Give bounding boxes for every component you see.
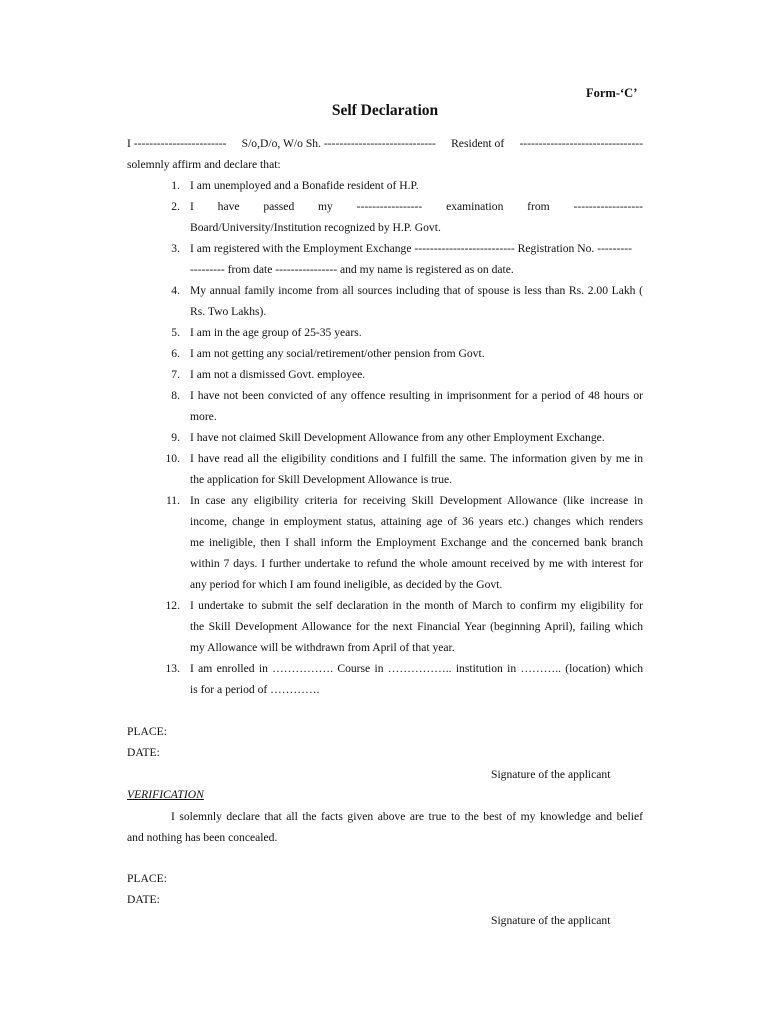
item-number: 3.: [171, 242, 180, 255]
item-number: 11.: [165, 494, 180, 507]
item-line: I am registered with the Employment Exchange -------------------------- Registration No. ---------: [190, 242, 632, 255]
item-line: me ineligible, then I shall inform the Employment Exchange and the concerned bank branch: [190, 536, 643, 549]
intro-relation: S/o,D/o, W/o Sh. -----------------------------: [241, 137, 436, 150]
item-line: I have read all the eligibility conditions and I fulfill the same. The information given by me in: [190, 452, 643, 465]
item-line: I am in the age group of 25-35 years.: [190, 326, 362, 339]
item-number: 5.: [171, 326, 180, 339]
item-line: I undertake to submit the self declaration in the month of March to confirm my eligibility for: [190, 599, 643, 612]
place-label: PLACE:: [127, 725, 167, 738]
item-line: My annual family income from all sources including that of spouse is less than Rs. 2.00 Lakh (: [190, 284, 643, 297]
item-line: Board/University/Institution recognized by H.P. Govt.: [190, 221, 441, 234]
intro-resident-label: Resident of: [451, 137, 505, 150]
item-line: I have not claimed Skill Development Allowance from any other Employment Exchange.: [190, 431, 605, 444]
item-line: my Allowance will be withdrawn from April of that year.: [190, 641, 455, 654]
item-word: ------------------: [573, 200, 643, 213]
item-number: 12.: [165, 599, 180, 612]
item-word: passed: [263, 200, 295, 213]
item-number: 4.: [171, 284, 180, 297]
verification-line-1: I solemnly declare that all the facts given above are true to the best of my knowledge and belief: [171, 810, 643, 823]
item-number: 2.: [171, 200, 180, 213]
item-line: the Skill Development Allowance for the next Financial Year (beginning April), failing which: [190, 620, 643, 633]
item-word: -----------------: [356, 200, 423, 213]
intro-resident-blank: --------------------------------: [519, 137, 643, 150]
item-word: have: [217, 200, 240, 213]
item-number: 7.: [171, 368, 180, 381]
item-line: the application for Skill Development Allowance is true.: [190, 473, 453, 486]
item-line: I have not been convicted of any offence resulting in imprisonment for a period of 48 hours or: [190, 389, 643, 402]
item-word: from: [527, 200, 550, 213]
signature-label: Signature of the applicant: [491, 768, 611, 781]
item-line: Rs. Two Lakhs).: [190, 305, 267, 318]
item-line: more.: [190, 410, 217, 423]
item-word: I: [190, 200, 194, 213]
item-number: 10.: [165, 452, 180, 465]
item-word: examination: [446, 200, 504, 213]
item-number: 13.: [165, 662, 180, 675]
item-number: 6.: [171, 347, 180, 360]
date-label: DATE:: [127, 746, 160, 759]
item-line: [190, 200, 643, 214]
item-word: my: [318, 200, 333, 213]
item-line: In case any eligibility criteria for receiving Skill Development Allowance (like increase in: [190, 494, 643, 507]
intro-name-blank: I ------------------------: [127, 137, 227, 150]
item-line: is for a period of ………….: [190, 683, 320, 696]
item-line: I am unemployed and a Bonafide resident of H.P.: [190, 179, 419, 192]
verification-heading: VERIFICATION: [127, 788, 204, 801]
place-label-2: PLACE:: [127, 872, 167, 885]
verification-line-2: and nothing has been concealed.: [127, 831, 278, 844]
item-line: income, change in employment status, attaining age of 36 years etc.) changes which renders: [190, 515, 643, 528]
date-label-2: DATE:: [127, 893, 160, 906]
form-label: Form-‘C’: [586, 86, 638, 100]
item-line: I am enrolled in ……………. Course in …………….. institution in ……….. (location) which: [190, 662, 643, 675]
item-line: I am not getting any social/retirement/other pension from Govt.: [190, 347, 485, 360]
item-number: 1.: [171, 179, 180, 192]
item-line: any period for which I am found ineligible, as decided by the Govt.: [190, 578, 503, 591]
item-number: 8.: [171, 389, 180, 402]
page-title: Self Declaration: [331, 102, 439, 119]
item-number: 9.: [171, 431, 180, 444]
item-line: --------- from date ---------------- and my name is registered as on date.: [190, 263, 514, 276]
item-line: I am not a dismissed Govt. employee.: [190, 368, 366, 381]
signature-label-2: Signature of the applicant: [491, 914, 611, 927]
intro-line-1: [127, 137, 643, 151]
intro-line-2: solemnly affirm and declare that:: [127, 158, 281, 171]
item-line: within 7 days. I further undertake to refund the whole amount received by me with interest for: [190, 557, 643, 570]
